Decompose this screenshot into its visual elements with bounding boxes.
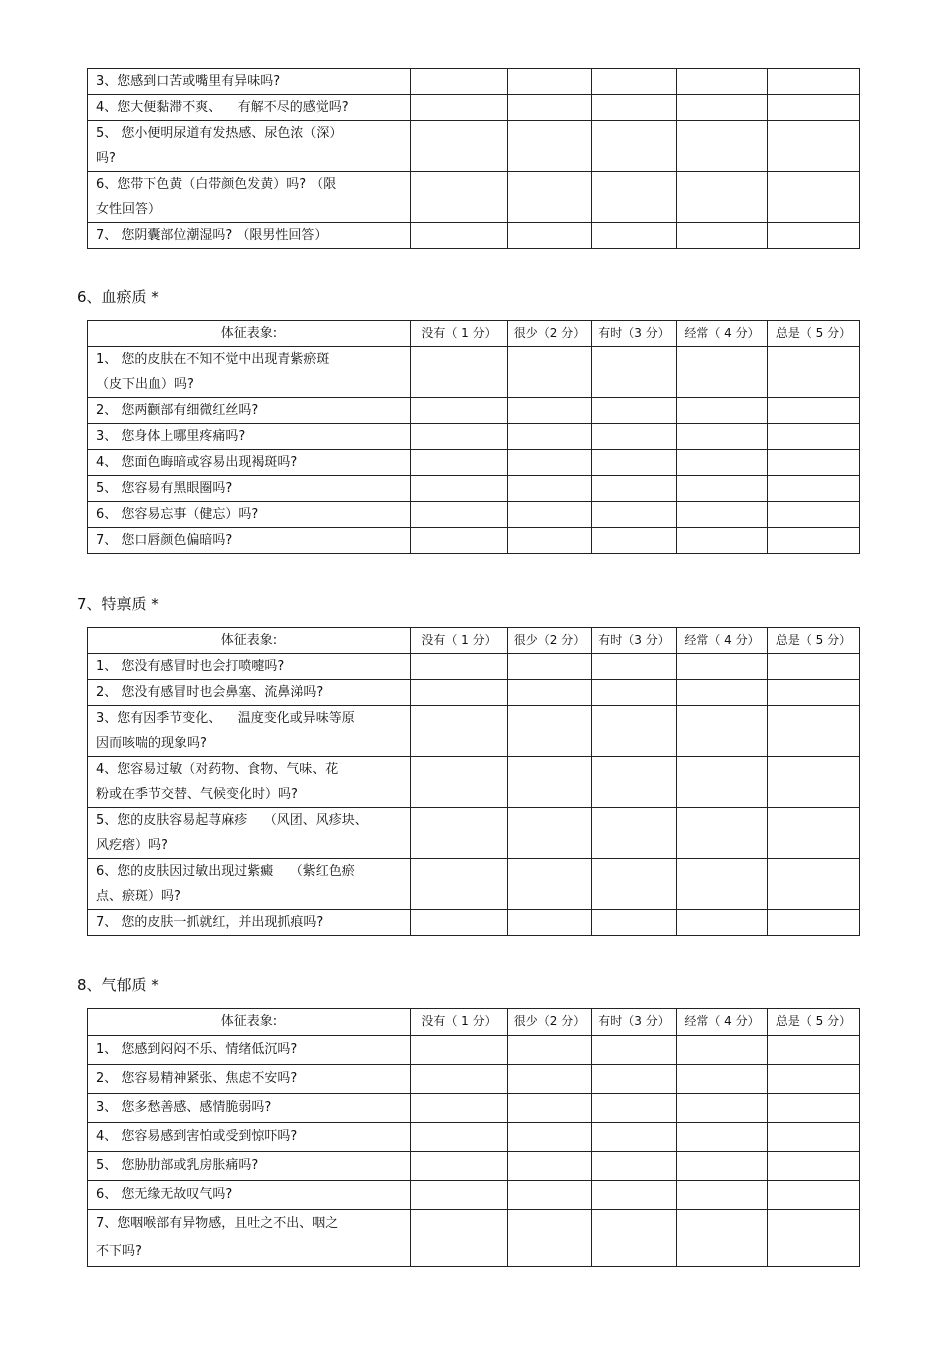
score-option-cell-5[interactable] xyxy=(768,398,860,424)
score-option-cell-4[interactable] xyxy=(677,95,768,121)
question-cell xyxy=(88,1123,411,1152)
score-option-cell-4[interactable] xyxy=(677,450,768,476)
score-option-cell-1[interactable] xyxy=(411,1123,508,1152)
header-option-2: 很少（2 分） xyxy=(508,321,592,347)
table-row xyxy=(88,680,860,706)
score-option-cell-5[interactable] xyxy=(768,347,860,398)
score-option-cell-1[interactable] xyxy=(411,476,508,502)
score-option-cell-2[interactable] xyxy=(508,1181,592,1210)
score-option-cell-5[interactable] xyxy=(768,1036,860,1065)
score-option-cell-4[interactable] xyxy=(677,347,768,398)
table-row xyxy=(88,172,860,223)
score-option-cell-3[interactable] xyxy=(592,910,677,936)
question-text: 6、您的皮肤因过敏出现过紫癜 （紫红色瘀 xyxy=(96,864,355,879)
header-option-2: 很少（2 分） xyxy=(508,628,592,654)
score-option-cell-1[interactable] xyxy=(411,69,508,95)
table-row xyxy=(88,223,860,249)
score-option-cell-5[interactable] xyxy=(768,95,860,121)
question-text: 1、 您没有感冒时也会打喷嚏吗? xyxy=(96,659,285,674)
score-option-cell-5[interactable] xyxy=(768,859,860,910)
table-row xyxy=(88,808,860,859)
score-option-cell-1[interactable] xyxy=(411,424,508,450)
score-option-cell-4[interactable] xyxy=(677,1123,768,1152)
score-option-cell-3[interactable] xyxy=(592,1210,677,1267)
question-cell xyxy=(88,398,411,424)
score-option-cell-5[interactable] xyxy=(768,502,860,528)
table-row xyxy=(88,1036,860,1065)
question-cell xyxy=(88,654,411,680)
score-option-cell-1[interactable] xyxy=(411,528,508,554)
score-option-cell-5[interactable] xyxy=(768,680,860,706)
question-text: 5、您的皮肤容易起荨麻疹 （风团、风疹块、 xyxy=(96,813,368,828)
score-option-cell-2[interactable] xyxy=(508,706,592,757)
score-option-cell-4[interactable] xyxy=(677,528,768,554)
score-option-cell-4[interactable] xyxy=(677,757,768,808)
score-option-cell-5[interactable] xyxy=(768,424,860,450)
score-option-cell-5[interactable] xyxy=(768,1210,860,1267)
score-option-cell-1[interactable] xyxy=(411,1065,508,1094)
score-option-cell-5[interactable] xyxy=(768,757,860,808)
question-text: 4、 您面色晦暗或容易出现褐斑吗? xyxy=(96,455,298,470)
table-row xyxy=(88,1181,860,1210)
score-option-cell-3[interactable] xyxy=(592,1123,677,1152)
question-text: 5、 您小便明尿道有发热感、尿色浓（深） xyxy=(96,126,343,141)
score-option-cell-2[interactable] xyxy=(508,808,592,859)
question-cell xyxy=(88,1036,411,1065)
header-option-3: 有时（3 分） xyxy=(592,628,677,654)
score-option-cell-1[interactable] xyxy=(411,808,508,859)
table-row xyxy=(88,757,860,808)
question-cell xyxy=(88,450,411,476)
question-cell xyxy=(88,347,411,398)
score-option-cell-3[interactable] xyxy=(592,69,677,95)
score-option-cell-1[interactable] xyxy=(411,1036,508,1065)
question-text: 女性回答） xyxy=(96,202,162,217)
score-option-cell-5[interactable] xyxy=(768,1152,860,1181)
table-row xyxy=(88,528,860,554)
table-row xyxy=(88,706,860,757)
question-cell xyxy=(88,1094,411,1123)
question-text: （皮下出血）吗? xyxy=(96,377,194,392)
section-title-qi-stagnation: 8、气郁质 * xyxy=(77,976,159,994)
score-option-cell-4[interactable] xyxy=(677,910,768,936)
score-option-cell-4[interactable] xyxy=(677,680,768,706)
question-text: 7、您咽喉部有异物感，且吐之不出、咽之 xyxy=(96,1216,339,1231)
score-option-cell-3[interactable] xyxy=(592,654,677,680)
question-cell xyxy=(88,528,411,554)
question-text: 4、您容易过敏（对药物、食物、气味、花 xyxy=(96,762,339,777)
score-option-cell-5[interactable] xyxy=(768,808,860,859)
score-option-cell-3[interactable] xyxy=(592,757,677,808)
allergic-table xyxy=(87,627,860,936)
score-option-cell-3[interactable] xyxy=(592,398,677,424)
question-text: 不下吗? xyxy=(96,1244,142,1259)
table-row xyxy=(88,398,860,424)
score-option-cell-4[interactable] xyxy=(677,1094,768,1123)
score-option-cell-1[interactable] xyxy=(411,502,508,528)
score-option-cell-2[interactable] xyxy=(508,680,592,706)
table-row xyxy=(88,1065,860,1094)
score-option-cell-4[interactable] xyxy=(677,654,768,680)
score-option-cell-2[interactable] xyxy=(508,528,592,554)
score-option-cell-3[interactable] xyxy=(592,424,677,450)
question-text: 因而咳喘的现象吗? xyxy=(96,736,207,751)
question-text: 5、 您胁肋部或乳房胀痛吗? xyxy=(96,1158,259,1173)
score-option-cell-2[interactable] xyxy=(508,347,592,398)
question-cell xyxy=(88,808,411,859)
score-option-cell-1[interactable] xyxy=(411,654,508,680)
table-row xyxy=(88,1210,860,1267)
score-option-cell-3[interactable] xyxy=(592,121,677,172)
question-text: 7、 您口唇颜色偏暗吗? xyxy=(96,533,233,548)
score-option-cell-4[interactable] xyxy=(677,1181,768,1210)
score-option-cell-5[interactable] xyxy=(768,706,860,757)
question-cell xyxy=(88,121,411,172)
score-option-cell-2[interactable] xyxy=(508,1036,592,1065)
question-cell xyxy=(88,172,411,223)
score-option-cell-1[interactable] xyxy=(411,757,508,808)
score-option-cell-5[interactable] xyxy=(768,450,860,476)
question-text: 6、您带下色黄（白带颜色发黄）吗? （限 xyxy=(96,177,337,192)
score-option-cell-5[interactable] xyxy=(768,910,860,936)
question-cell xyxy=(88,95,411,121)
score-option-cell-1[interactable] xyxy=(411,347,508,398)
score-option-cell-1[interactable] xyxy=(411,1094,508,1123)
question-text: 3、 您身体上哪里疼痛吗? xyxy=(96,429,246,444)
score-option-cell-2[interactable] xyxy=(508,1123,592,1152)
score-option-cell-1[interactable] xyxy=(411,859,508,910)
score-option-cell-2[interactable] xyxy=(508,172,592,223)
score-option-cell-3[interactable] xyxy=(592,172,677,223)
score-option-cell-3[interactable] xyxy=(592,859,677,910)
table-row xyxy=(88,69,860,95)
question-cell xyxy=(88,757,411,808)
question-cell xyxy=(88,1065,411,1094)
score-option-cell-2[interactable] xyxy=(508,95,592,121)
table-row xyxy=(88,347,860,398)
header-option-4: 经常（ 4 分） xyxy=(677,1009,768,1036)
score-option-cell-1[interactable] xyxy=(411,1152,508,1181)
score-option-cell-2[interactable] xyxy=(508,69,592,95)
score-option-cell-2[interactable] xyxy=(508,1065,592,1094)
header-option-5: 总是（ 5 分） xyxy=(768,321,860,347)
score-option-cell-2[interactable] xyxy=(508,476,592,502)
question-cell xyxy=(88,859,411,910)
score-option-cell-5[interactable] xyxy=(768,476,860,502)
question-text: 3、您感到口苦或嘴里有异味吗? xyxy=(96,74,281,89)
score-option-cell-2[interactable] xyxy=(508,1210,592,1267)
question-text: 2、 您没有感冒时也会鼻塞、流鼻涕吗? xyxy=(96,685,324,700)
header-option-1: 没有（ 1 分） xyxy=(411,1009,508,1036)
table-row xyxy=(88,121,860,172)
question-cell xyxy=(88,1210,411,1267)
table-row xyxy=(88,450,860,476)
score-option-cell-1[interactable] xyxy=(411,223,508,249)
table-row xyxy=(88,1123,860,1152)
score-option-cell-3[interactable] xyxy=(592,1065,677,1094)
score-option-cell-1[interactable] xyxy=(411,398,508,424)
score-option-cell-3[interactable] xyxy=(592,223,677,249)
header-symptom: 体征表象: xyxy=(88,321,411,347)
question-cell xyxy=(88,680,411,706)
score-option-cell-3[interactable] xyxy=(592,1094,677,1123)
score-option-cell-2[interactable] xyxy=(508,502,592,528)
section-title-allergic: 7、特禀质 * xyxy=(77,595,159,613)
question-text: 吗? xyxy=(96,151,116,166)
table-row xyxy=(88,910,860,936)
score-option-cell-1[interactable] xyxy=(411,1181,508,1210)
question-cell xyxy=(88,1152,411,1181)
score-option-cell-5[interactable] xyxy=(768,69,860,95)
table-row xyxy=(88,95,860,121)
score-option-cell-4[interactable] xyxy=(677,1152,768,1181)
score-option-cell-2[interactable] xyxy=(508,398,592,424)
score-option-cell-4[interactable] xyxy=(677,476,768,502)
question-cell xyxy=(88,1181,411,1210)
question-cell xyxy=(88,223,411,249)
header-option-3: 有时（3 分） xyxy=(592,1009,677,1036)
score-option-cell-5[interactable] xyxy=(768,528,860,554)
header-option-5: 总是（ 5 分） xyxy=(768,1009,860,1036)
score-option-cell-2[interactable] xyxy=(508,1094,592,1123)
question-text: 1、 您的皮肤在不知不觉中出现青紫瘀斑 xyxy=(96,352,330,367)
score-option-cell-3[interactable] xyxy=(592,706,677,757)
header-option-1: 没有（ 1 分） xyxy=(411,321,508,347)
score-option-cell-1[interactable] xyxy=(411,95,508,121)
score-option-cell-3[interactable] xyxy=(592,528,677,554)
score-option-cell-1[interactable] xyxy=(411,172,508,223)
score-option-cell-2[interactable] xyxy=(508,223,592,249)
question-text: 4、您大便黏滞不爽、 有解不尽的感觉吗? xyxy=(96,100,349,115)
score-option-cell-4[interactable] xyxy=(677,1210,768,1267)
table-row xyxy=(88,859,860,910)
header-option-5: 总是（ 5 分） xyxy=(768,628,860,654)
score-option-cell-3[interactable] xyxy=(592,502,677,528)
question-text: 6、 您无缘无故叹气吗? xyxy=(96,1187,233,1202)
question-cell xyxy=(88,706,411,757)
score-option-cell-4[interactable] xyxy=(677,121,768,172)
table-header-row xyxy=(88,628,860,654)
question-text: 2、 您容易精神紧张、焦虑不安吗? xyxy=(96,1071,298,1086)
table-row xyxy=(88,424,860,450)
header-option-3: 有时（3 分） xyxy=(592,321,677,347)
top-symptom-table xyxy=(87,68,860,249)
score-option-cell-4[interactable] xyxy=(677,808,768,859)
score-option-cell-2[interactable] xyxy=(508,450,592,476)
header-option-4: 经常（ 4 分） xyxy=(677,628,768,654)
question-text: 6、 您容易忘事（健忘）吗? xyxy=(96,507,259,522)
table-header-row xyxy=(88,1009,860,1036)
question-text: 风疙瘩）吗? xyxy=(96,838,168,853)
score-option-cell-5[interactable] xyxy=(768,1123,860,1152)
score-option-cell-1[interactable] xyxy=(411,706,508,757)
table-row xyxy=(88,502,860,528)
score-option-cell-1[interactable] xyxy=(411,680,508,706)
score-option-cell-4[interactable] xyxy=(677,172,768,223)
score-option-cell-3[interactable] xyxy=(592,808,677,859)
score-option-cell-1[interactable] xyxy=(411,910,508,936)
section-title-blood-stasis: 6、血瘀质 * xyxy=(77,288,159,306)
score-option-cell-5[interactable] xyxy=(768,223,860,249)
blood-stasis-table xyxy=(87,320,860,554)
header-symptom: 体征表象: xyxy=(88,1009,411,1036)
question-text: 点、瘀斑）吗? xyxy=(96,889,181,904)
score-option-cell-1[interactable] xyxy=(411,450,508,476)
score-option-cell-4[interactable] xyxy=(677,424,768,450)
score-option-cell-4[interactable] xyxy=(677,69,768,95)
header-symptom: 体征表象: xyxy=(88,628,411,654)
question-cell xyxy=(88,910,411,936)
score-option-cell-2[interactable] xyxy=(508,859,592,910)
score-option-cell-3[interactable] xyxy=(592,680,677,706)
question-cell xyxy=(88,502,411,528)
header-option-2: 很少（2 分） xyxy=(508,1009,592,1036)
score-option-cell-1[interactable] xyxy=(411,1210,508,1267)
score-option-cell-3[interactable] xyxy=(592,1036,677,1065)
score-option-cell-5[interactable] xyxy=(768,1094,860,1123)
table-header-row xyxy=(88,321,860,347)
table-row xyxy=(88,476,860,502)
question-cell xyxy=(88,424,411,450)
score-option-cell-2[interactable] xyxy=(508,1152,592,1181)
question-cell xyxy=(88,476,411,502)
table-row xyxy=(88,654,860,680)
score-option-cell-4[interactable] xyxy=(677,398,768,424)
score-option-cell-1[interactable] xyxy=(411,121,508,172)
score-option-cell-5[interactable] xyxy=(768,172,860,223)
score-option-cell-5[interactable] xyxy=(768,1181,860,1210)
score-option-cell-4[interactable] xyxy=(677,502,768,528)
score-option-cell-3[interactable] xyxy=(592,1181,677,1210)
score-option-cell-4[interactable] xyxy=(677,223,768,249)
score-option-cell-2[interactable] xyxy=(508,424,592,450)
question-text: 1、 您感到闷闷不乐、情绪低沉吗? xyxy=(96,1042,298,1057)
header-option-4: 经常（ 4 分） xyxy=(677,321,768,347)
score-option-cell-2[interactable] xyxy=(508,121,592,172)
question-cell xyxy=(88,69,411,95)
table-row xyxy=(88,1094,860,1123)
score-option-cell-3[interactable] xyxy=(592,476,677,502)
score-option-cell-2[interactable] xyxy=(508,910,592,936)
score-option-cell-2[interactable] xyxy=(508,757,592,808)
question-text: 7、 您阴囊部位潮湿吗? （限男性回答） xyxy=(96,228,328,243)
score-option-cell-5[interactable] xyxy=(768,654,860,680)
score-option-cell-3[interactable] xyxy=(592,95,677,121)
table-row xyxy=(88,1152,860,1181)
question-text: 5、 您容易有黑眼圈吗? xyxy=(96,481,233,496)
question-text: 3、您有因季节变化、 温度变化或异味等原 xyxy=(96,711,355,726)
score-option-cell-2[interactable] xyxy=(508,654,592,680)
score-option-cell-3[interactable] xyxy=(592,1152,677,1181)
score-option-cell-4[interactable] xyxy=(677,706,768,757)
score-option-cell-3[interactable] xyxy=(592,450,677,476)
score-option-cell-5[interactable] xyxy=(768,1065,860,1094)
score-option-cell-4[interactable] xyxy=(677,1036,768,1065)
header-option-1: 没有（ 1 分） xyxy=(411,628,508,654)
score-option-cell-4[interactable] xyxy=(677,1065,768,1094)
score-option-cell-4[interactable] xyxy=(677,859,768,910)
qi-stagnation-table xyxy=(87,1008,860,1267)
question-text: 7、 您的皮肤一抓就红，并出现抓痕吗? xyxy=(96,915,324,930)
score-option-cell-5[interactable] xyxy=(768,121,860,172)
score-option-cell-3[interactable] xyxy=(592,347,677,398)
question-text: 2、 您两颧部有细微红丝吗? xyxy=(96,403,259,418)
question-text: 粉或在季节交替、气候变化时）吗? xyxy=(96,787,298,802)
question-text: 3、 您多愁善感、感情脆弱吗? xyxy=(96,1100,272,1115)
question-text: 4、 您容易感到害怕或受到惊吓吗? xyxy=(96,1129,298,1144)
